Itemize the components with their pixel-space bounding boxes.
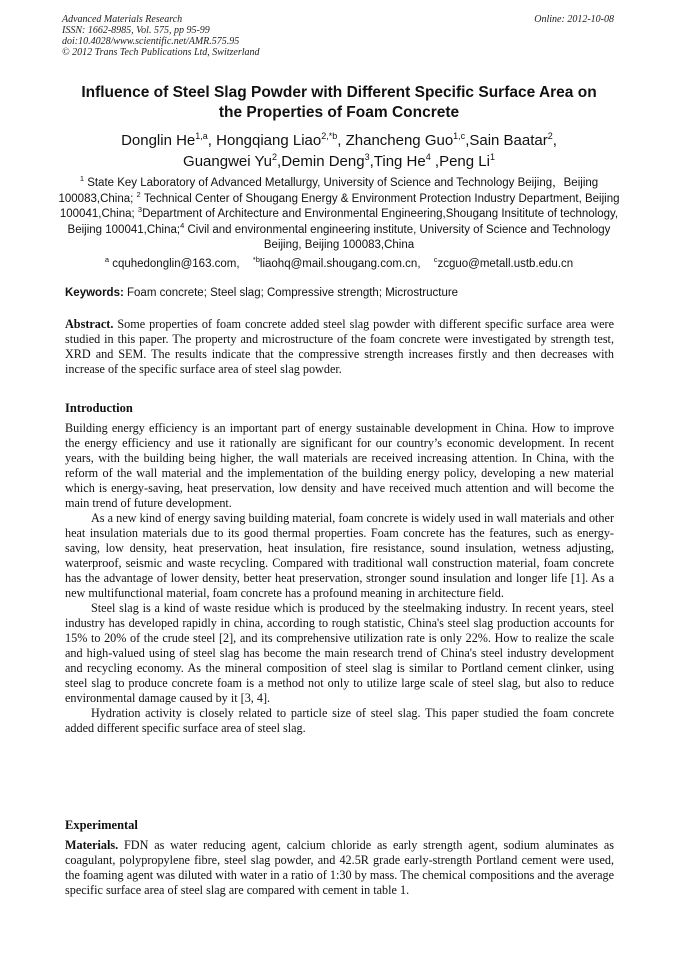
affiliations: $^1$ State Key Laboratory of Advanced Metallurgy, University of Science and Technology Beijing，Beijing 100083,China; $^2$ Technical Center of Shougang Energy & Environment Protection Industry Department, Beijing 100041,China; $^3$Department of Architecture and Environmental Engineering,Shougang Insititute of technology, Beijing 100041,China;$^4$ Civil and environmental engineering institute, University of Science and Technology Beijing, Beijing 100083,China <box>58 174 620 251</box>
author: Sain Baatar$^2$, <box>469 131 557 149</box>
keywords-text: Foam concrete; Steel slag; Compressive strength; Microstructure <box>127 287 459 299</box>
affiliation-3: Department of Architecture and Environmental Engineering,Shougang Insititute of technology, Beijing 100041,China; <box>67 208 619 236</box>
materials-text: FDN as water reducing agent, calcium chloride as early strength agent, sodium aluminates as coagulant, polypropylene fibre, steel slag powder, and 42.5R grade early-strength Portland cement were used, the foaming agent was diluted with water in a ratio of 1:30 by mass. The chemical compositions and the average specific surface area of steel slag are compared with cement in table 1. <box>65 838 615 897</box>
email-link[interactable]: zcguo@metall.ustb.edu.cn <box>437 258 574 270</box>
affiliation-2: Technical Center of Shougang Energy & Environment Protection Industry Department, Beijing 100041,China; <box>59 192 620 220</box>
affiliation-4: Civil and environmental engineering institute, University of Science and Technology Beijing, Beijing 100083,China <box>187 223 611 251</box>
paragraph: As a new kind of energy saving building material, foam concrete is widely used in wall materials and other heat insulation materials due to its good thermal properties. Foam concrete has the features, such as energy-saving, low density, heat preservation, heat insulation, fire resistance, sound insulation, wetness adjusting, waterproof, seismic and waste recycling. Compared with traditional wall construction material, foam concrete has the advantage of lower density, better heat preservation, stronger sound insulation and longer life [1]. As a new multifunctional material, foam concrete has a profound meaning in architecture field. <box>65 511 614 600</box>
author: Ting He$^4$ , <box>373 152 440 170</box>
abstract-label: Abstract. <box>65 317 114 331</box>
author: Guangwei Yu$^2$, <box>183 152 282 170</box>
author: Zhancheng Guo$^{1,c}$, <box>345 131 470 149</box>
email-link[interactable]: liaohq@mail.shougang.com.cn, <box>259 258 421 270</box>
copyright-line: © 2012 Trans Tech Publications Ltd, Switzerland <box>62 47 260 58</box>
section-heading-experimental: Experimental <box>65 818 138 832</box>
paper-title <box>60 83 618 123</box>
author: Donglin He$^{1,a}$, <box>121 131 217 149</box>
abstract <box>65 317 614 377</box>
keywords <box>65 286 614 301</box>
keywords-label: Keywords: <box>65 287 124 299</box>
experimental-body <box>65 838 614 898</box>
paragraph: Hydration activity is closely related to particle size of steel slag. This paper studied the foam concrete added different specific surface area of steel slag. <box>65 706 614 735</box>
abstract-text: Some properties of foam concrete added steel slag powder with different specific surface area were studied in this paper. The property and microstructure of the foam concrete were investigated by strength test, XRD and SEM. The results indicate that the compressive strength increases firstly and then decreases with increase of the specific surface area of steel slag powder. <box>65 317 614 376</box>
affiliation-1: State Key Laboratory of Advanced Metallurgy, University of Science and Technology Beijing，Beijing 100083,China; <box>58 177 599 205</box>
issn-line: ISSN: 1662-8985, Vol. 575, pp 95-99 <box>62 25 210 36</box>
materials-label: Materials. <box>65 838 119 852</box>
running-header <box>62 14 260 58</box>
email-link[interactable]: cquhedonglin@163.com, <box>112 258 240 270</box>
journal-name: Advanced Materials Research <box>62 14 183 25</box>
author: Peng Li$^1$ <box>439 152 495 170</box>
title-line-2: the Properties of Foam Concrete <box>218 104 460 121</box>
paragraph: Building energy efficiency is an important part of energy sustainable development in China. How to improve the energy efficiency and use it rationally are significant for our country’s economic development. In recent years, with the building being higher, the wall materials are received increasing attention. In China, with the reform of the wall material and the implementation of the building energy policy, developing a new material which is energy-saving, heat preservation, low density and have received much attention and will become the main trend of future development. <box>65 421 614 510</box>
title-line-1: Influence of Steel Slag Powder with Different Specific Surface Area on <box>81 84 597 101</box>
introduction-body <box>65 421 614 736</box>
email-list: $^a$ cquhedonglin@163.com, $^{*b}$liaohq@mail.shougang.com.cn, $^c$zcguo@metall.ustb.edu.cn <box>104 255 574 270</box>
online-date: Online: 2012-10-08 <box>534 14 614 25</box>
paragraph: Steel slag is a kind of waste residue which is produced by the steelmaking industry. In recent years, steel industry has developed rapidly in china, according to rough statistic, China's steel slag production accounts for 15% to 20% of the crude steel [2], and its comprehensive utilization rate is only 22%. How to realize the scale and high-valued using of steel slag has become the main research trend of China's steel industry development and recycling economy. As the mineral composition of steel slag is similar to Portland cement clinker, using steel slag to produce concrete foam is a method not only to utilize large scale of steel slag, but also to reduce environmental damage caused by it [3, 4]. <box>65 601 614 705</box>
author: Demin Deng$^3$, <box>281 152 374 170</box>
author-list <box>60 130 618 172</box>
doi-line: doi:10.4028/www.scientific.net/AMR.575.95 <box>62 36 240 47</box>
author: Hongqiang Liao$^{2,*b}$, <box>216 131 346 149</box>
section-heading-introduction: Introduction <box>65 401 133 415</box>
